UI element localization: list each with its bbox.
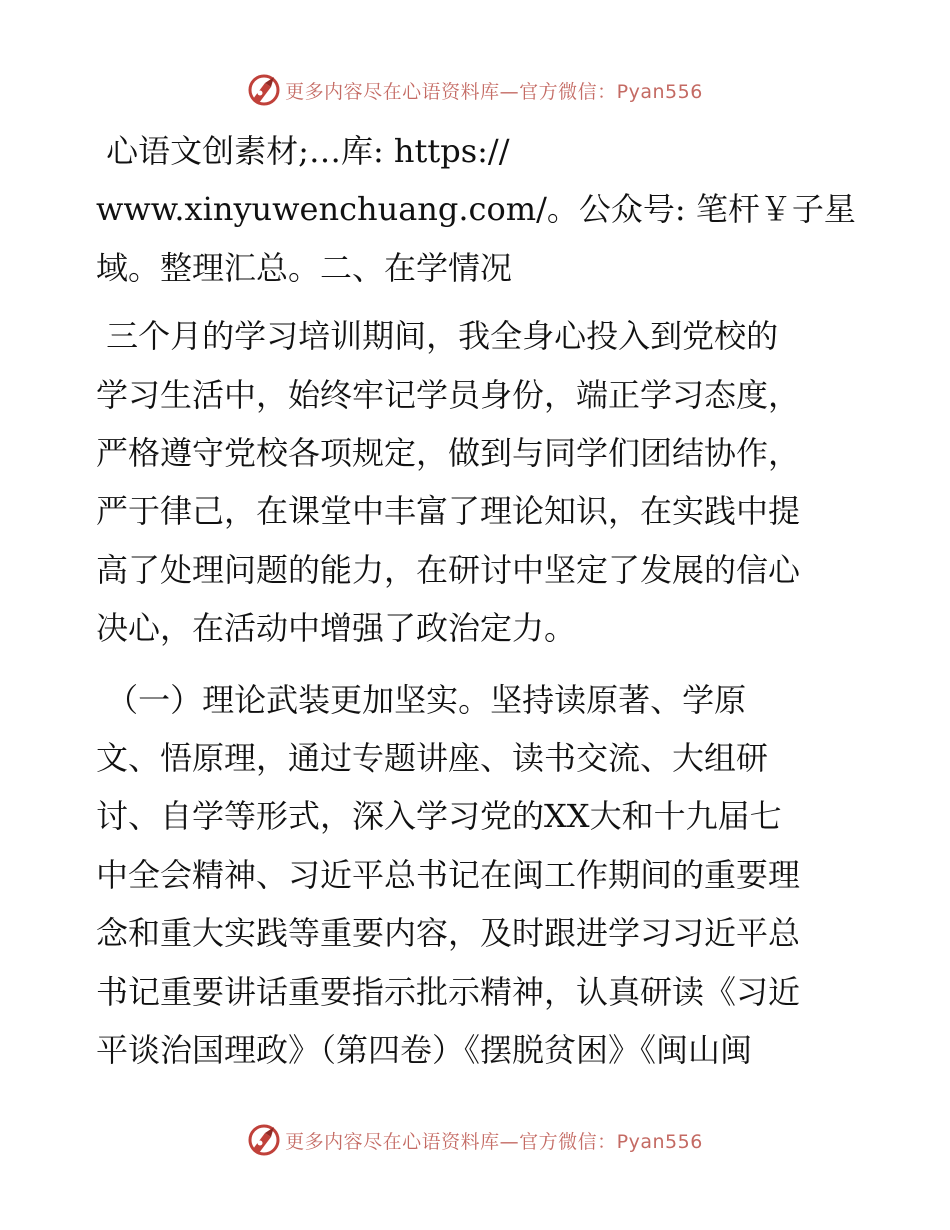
brand-logo-icon bbox=[247, 73, 281, 107]
text-line: （一）理论武装更加坚实。坚持读原著、学原 bbox=[96, 680, 747, 719]
text-line: www.xinyuwenchuang.com/。公众号: 笔杆￥子星 bbox=[96, 190, 856, 229]
brand-logo-icon bbox=[247, 1123, 281, 1157]
paragraph bbox=[96, 671, 856, 1080]
text-line: 念和重大实践等重要内容，及时跟进学习习近平总 bbox=[96, 914, 801, 953]
watermark-text: 更多内容尽在心语资料库—官方微信：Pyan556 bbox=[285, 80, 703, 103]
text-line: 文、悟原理，通过专题讲座、读书交流、大组研 bbox=[96, 739, 769, 778]
text-line: 严于律己，在课堂中丰富了理论知识，在实践中提 bbox=[96, 492, 801, 531]
text-line: 书记重要讲话重要指示批示精神，认真研读《习近 bbox=[96, 972, 801, 1011]
text-line: 讨、自学等形式，深入学习党的XX大和十九届七 bbox=[96, 797, 782, 836]
text-line: 严格遵守党校各项规定，做到与同学们团结协作， bbox=[96, 434, 801, 473]
text-line: 三个月的学习培训期间，我全身心投入到党校的 bbox=[96, 317, 779, 356]
text-line: 域。整理汇总。二、在学情况 bbox=[96, 248, 513, 287]
footer-watermark-banner bbox=[0, 1120, 950, 1160]
paragraph bbox=[96, 122, 856, 297]
text-line: 中全会精神、习近平总书记在闽工作期间的重要理 bbox=[96, 855, 801, 894]
text-line: 决心，在活动中增强了政治定力。 bbox=[96, 609, 577, 648]
text-line: 平谈治国理政》（第四卷）《摆脱贫困》《闽山闽 bbox=[96, 1031, 753, 1070]
text-line: 学习生活中，始终牢记学员身份，端正学习态度， bbox=[96, 375, 801, 414]
document-body bbox=[96, 122, 856, 1080]
paragraph bbox=[96, 307, 856, 657]
watermark-text: 更多内容尽在心语资料库—官方微信：Pyan556 bbox=[285, 1130, 703, 1153]
text-line: 高了处理问题的能力，在研讨中坚定了发展的信心 bbox=[96, 550, 801, 589]
header-watermark-banner bbox=[0, 70, 950, 110]
text-line: 心语文创素材;…库: https:// bbox=[96, 132, 510, 170]
